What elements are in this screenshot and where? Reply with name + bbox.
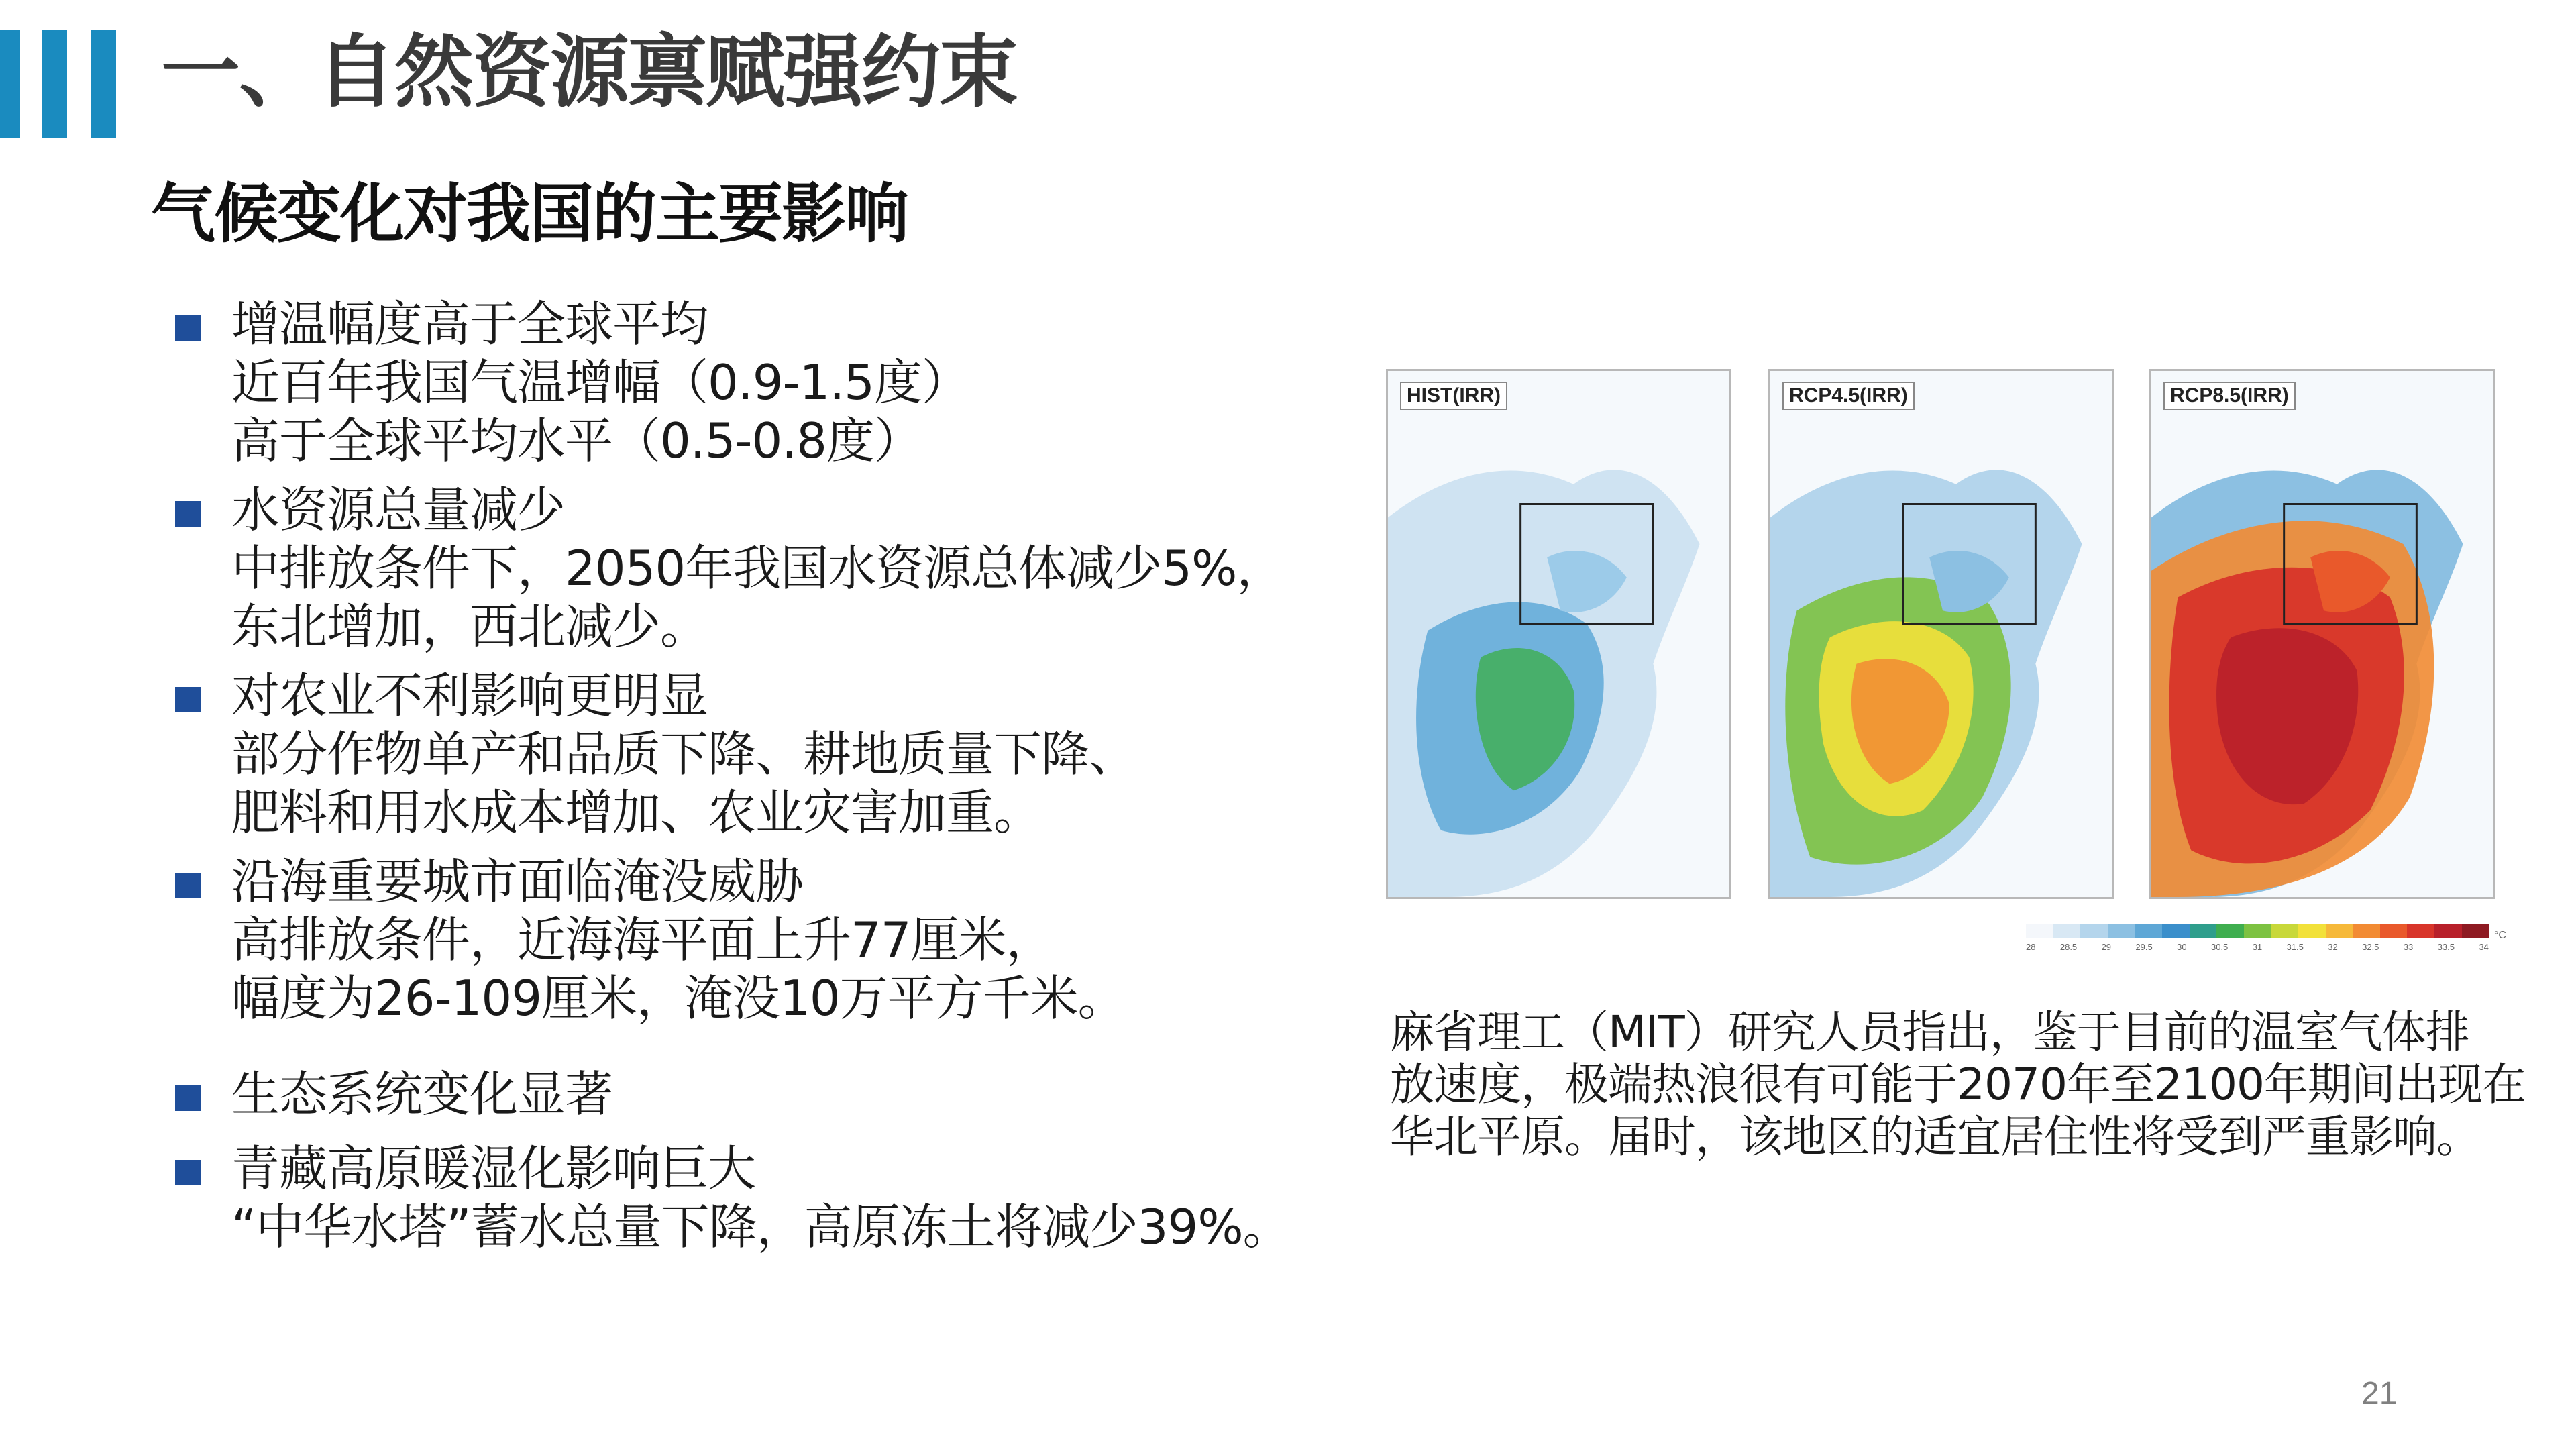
bullet-heading: 水资源总量减少 <box>231 482 566 538</box>
map-label: RCP8.5(IRR) <box>2163 382 2296 410</box>
page-number: 21 <box>2361 1376 2398 1411</box>
square-bullet-icon <box>175 873 201 898</box>
color-scale-unit: °C <box>2494 930 2506 941</box>
color-scale-tick: 28 <box>2026 942 2036 952</box>
map-caption <box>1390 1006 2530 1163</box>
color-scale-swatch <box>2326 924 2353 938</box>
bullet-text: 东北增加，西北减少。 <box>231 598 708 655</box>
color-scale-ticks <box>2026 942 2489 952</box>
bullet-heading: 增温幅度高于全球平均 <box>231 296 708 352</box>
color-scale-swatch <box>2434 924 2462 938</box>
bullet-plateau <box>171 1140 1325 1256</box>
bullet-warming <box>171 295 1325 470</box>
square-bullet-icon <box>175 501 201 527</box>
bullet-text: 高排放条件，近海海平面上升77厘米， <box>231 912 1054 968</box>
map-rcp85 <box>2149 369 2495 899</box>
caption-line: 放速度，极端热浪很有可能于2070年至2100年期间出现在 <box>1390 1059 2526 1110</box>
color-scale-swatch <box>2244 924 2271 938</box>
bullet-text: 高于全球平均水平（0.5-0.8度） <box>231 413 922 469</box>
color-scale-swatch <box>2080 924 2108 938</box>
page-title: 一、自然资源禀赋强约束 <box>161 25 1018 118</box>
map-image <box>1770 371 2112 897</box>
bullet-heading: 青藏高原暖湿化影响巨大 <box>231 1140 756 1197</box>
color-scale-swatch <box>2462 924 2489 938</box>
map-hist <box>1386 369 1731 899</box>
color-scale-tick: 33 <box>2403 942 2414 952</box>
color-scale-tick: 28.5 <box>2059 942 2078 952</box>
accent-bar-3 <box>91 30 116 138</box>
color-scale-tick: 32.5 <box>2362 942 2379 952</box>
map-rcp45 <box>1768 369 2114 899</box>
map-label: HIST(IRR) <box>1400 382 1507 410</box>
color-scale-tick: 34 <box>2479 942 2489 952</box>
color-scale-tick: 31 <box>2252 942 2263 952</box>
caption-line: 麻省理工（MIT）研究人员指出，鉴于目前的温室气体排 <box>1390 1006 2469 1058</box>
bullet-ecosystem <box>171 1065 1325 1124</box>
accent-bar-1 <box>0 30 20 138</box>
bullet-text: “中华水塔”蓄水总量下降，高原冻土将减少39%。 <box>231 1199 1291 1255</box>
bullet-text: 肥料和用水成本增加、农业灾害加重。 <box>231 784 1042 841</box>
color-scale-swatch <box>2026 924 2053 938</box>
bullet-text: 近百年我国气温增幅（0.9-1.5度） <box>231 354 969 411</box>
color-scale-swatch <box>2190 924 2217 938</box>
color-scale-swatch <box>2053 924 2081 938</box>
square-bullet-icon <box>175 687 201 712</box>
map-label: RCP4.5(IRR) <box>1782 382 1915 410</box>
color-scale-swatch <box>2108 924 2135 938</box>
bullet-coastal <box>171 853 1325 1028</box>
bullet-agriculture <box>171 667 1325 842</box>
map-image <box>2151 371 2493 897</box>
color-scale-swatch <box>2353 924 2380 938</box>
square-bullet-icon <box>175 1085 201 1111</box>
title-accent-bars <box>0 30 121 138</box>
map-image <box>1388 371 1729 897</box>
bullet-list <box>171 295 1325 1256</box>
color-scale-swatch <box>2407 924 2434 938</box>
bullet-heading: 生态系统变化显著 <box>231 1066 613 1122</box>
color-scale-swatch <box>2380 924 2408 938</box>
color-scale-tick: 31.5 <box>2286 942 2304 952</box>
section-subtitle: 气候变化对我国的主要影响 <box>151 176 908 252</box>
square-bullet-icon <box>175 1160 201 1185</box>
color-scale-swatch <box>2216 924 2244 938</box>
bullet-water <box>171 481 1325 656</box>
bullet-text: 幅度为26-109厘米，淹没10万平方千米。 <box>231 970 1126 1026</box>
color-scale-swatch <box>2271 924 2298 938</box>
bullet-text: 部分作物单产和品质下降、耕地质量下降、 <box>231 726 1137 782</box>
color-scale-tick: 33.5 <box>2437 942 2455 952</box>
bullet-heading: 沿海重要城市面临淹没威胁 <box>231 853 804 910</box>
color-scale-bar <box>2026 924 2489 938</box>
accent-bar-2 <box>42 30 67 138</box>
climate-map-panels <box>1386 369 2500 899</box>
color-scale-tick: 29 <box>2101 942 2112 952</box>
square-bullet-icon <box>175 315 201 341</box>
color-scale-tick: 29.5 <box>2135 942 2153 952</box>
color-scale-swatch <box>2135 924 2162 938</box>
color-scale-tick: 32 <box>2328 942 2338 952</box>
color-scale-swatch <box>2298 924 2326 938</box>
color-scale-tick: 30.5 <box>2210 942 2229 952</box>
color-scale-swatch <box>2162 924 2190 938</box>
caption-line: 华北平原。届时，该地区的适宜居住性将受到严重影响。 <box>1390 1111 2480 1163</box>
bullet-text: 中排放条件下，2050年我国水资源总体减少5%， <box>231 540 1285 596</box>
bullet-heading: 对农业不利影响更明显 <box>231 667 708 724</box>
color-scale-tick: 30 <box>2177 942 2187 952</box>
